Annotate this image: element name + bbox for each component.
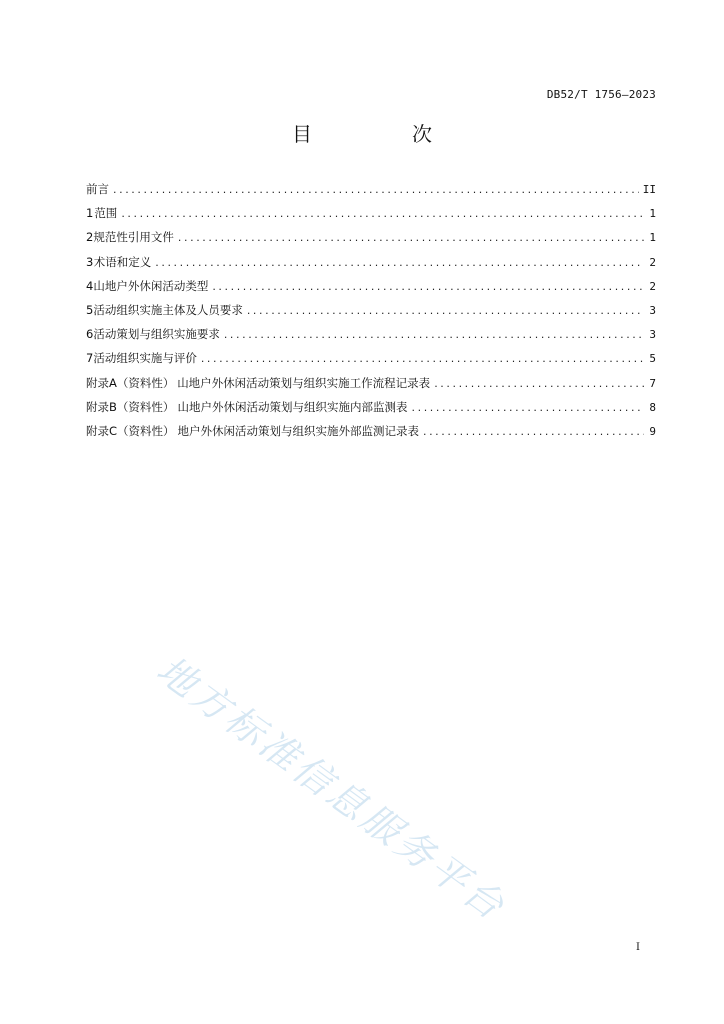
toc-entry-4[interactable] <box>86 278 656 302</box>
toc-leader-dots <box>178 231 644 244</box>
toc-entry-number: 5 <box>86 302 94 317</box>
toc-entry-label: 活动策划与组织实施要求 <box>93 327 220 342</box>
toc-entry-page: 9 <box>649 424 656 438</box>
toc-entry-page: 1 <box>649 207 656 221</box>
toc-entry-page: II <box>642 183 656 196</box>
toc-entry-7[interactable] <box>86 350 656 374</box>
document-code: DB52/T 1756—2023 <box>546 88 656 101</box>
toc-entry-page: 8 <box>649 400 656 414</box>
toc-entry-label: 规范性引用文件 <box>93 230 174 245</box>
toc-entry-label: 前言 <box>86 182 109 196</box>
toc-entry-foreword[interactable] <box>86 181 656 205</box>
page-number: I <box>636 942 640 953</box>
toc-leader-dots <box>212 280 644 293</box>
toc-entry-page: 2 <box>649 255 656 269</box>
toc-leader-dots <box>412 401 645 414</box>
toc-entry-label: 山地户外休闲活动策划与组织实施内部监测表 <box>177 399 408 414</box>
toc-entry-label: 山地户外休闲活动类型 <box>93 278 209 293</box>
toc-entry-number: 附录A（资料性） <box>86 375 175 390</box>
toc-leader-dots <box>423 425 644 438</box>
toc-entry-number: 附录B（资料性） <box>86 399 175 414</box>
toc-entry-3[interactable] <box>86 254 656 278</box>
toc-entry-label: 地户外休闲活动策划与组织实施外部监测记录表 <box>177 423 419 438</box>
toc-entry-number: 1 <box>86 206 94 221</box>
toc-leader-dots <box>201 352 644 365</box>
toc-entry-label: 山地户外休闲活动策划与组织实施工作流程记录表 <box>177 375 431 390</box>
watermark: 地方标准信息服务平台 <box>148 647 515 930</box>
toc-leader-dots <box>224 328 644 341</box>
toc-leader-dots <box>113 183 639 196</box>
toc-leader-dots <box>247 304 644 317</box>
toc-entry-1[interactable] <box>86 205 656 229</box>
toc-entry-page: 3 <box>649 328 656 342</box>
toc-entry-label: 范围 <box>94 206 118 221</box>
toc-leader-dots <box>121 207 644 220</box>
toc-entry-5[interactable] <box>86 302 656 326</box>
toc-entry-number: 2 <box>86 230 94 245</box>
toc-entry-appendix-c[interactable] <box>86 423 656 447</box>
toc-entry-page: 2 <box>649 279 656 293</box>
toc-entry-number: 4 <box>86 278 94 293</box>
toc-entry-label: 活动组织实施与评价 <box>93 351 197 366</box>
toc-leader-dots <box>434 377 644 390</box>
toc-entry-2[interactable] <box>86 229 656 253</box>
toc-entry-page: 5 <box>649 352 656 366</box>
toc-leader-dots <box>155 256 644 269</box>
toc-entry-number: 6 <box>86 327 94 342</box>
toc-entry-page: 7 <box>649 376 656 390</box>
table-of-contents <box>86 181 656 447</box>
toc-entry-number: 7 <box>86 351 94 366</box>
toc-entry-appendix-a[interactable] <box>86 375 656 399</box>
toc-entry-label: 活动组织实施主体及人员要求 <box>93 302 243 317</box>
page-title: 目 次 <box>292 122 472 146</box>
toc-entry-page: 1 <box>649 231 656 245</box>
toc-entry-number: 3 <box>86 254 94 269</box>
toc-entry-appendix-b[interactable] <box>86 399 656 423</box>
toc-entry-number: 附录C（资料性） <box>86 423 175 438</box>
toc-entry-label: 术语和定义 <box>93 254 152 269</box>
toc-entry-page: 3 <box>649 303 656 317</box>
toc-entry-6[interactable] <box>86 326 656 350</box>
